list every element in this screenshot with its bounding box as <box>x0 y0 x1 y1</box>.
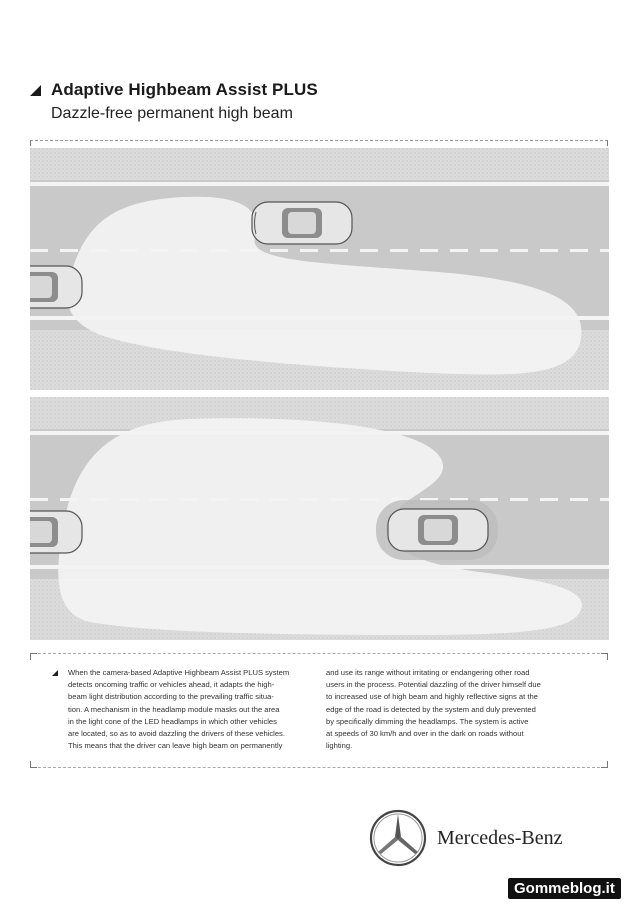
verge-top <box>30 148 609 180</box>
page-subtitle: Dazzle-free permanent high beam <box>51 105 293 122</box>
illustration-oncoming-traffic <box>30 148 609 390</box>
top-divider <box>30 140 608 141</box>
page-title: Adaptive Highbeam Assist PLUS <box>51 80 318 99</box>
illustration-vehicle-ahead <box>30 397 609 640</box>
brand-name: Mercedes-Benz <box>437 827 563 849</box>
description-column-1: When the camera-based Adaptive Highbeam Assist PLUS system detects oncoming traffic or vehicles ahead, it adapts the high- beam light distribution according to the prevailing traffic situa- tion. A mechanism in the headlamp module masks out the area in the light cone of the LED headlamps in which other vehicles are located, so as to avoid dazzling the drivers of these vehicles. This means that the driver can leave high beam on permanently <box>68 668 290 751</box>
own-car <box>30 511 82 553</box>
description-box <box>30 653 608 768</box>
oncoming-car <box>252 202 352 244</box>
header <box>30 80 318 123</box>
own-car <box>30 266 82 308</box>
mercedes-star-icon <box>368 808 428 868</box>
description-column-2: and use its range without irritating or endangering other road users in the process. Potential dazzling of the driver himself due to increased use of high beam and highly reflective signs at the edge of the road is detected by the system and duly prevented by specifically dimming the headlamps. The system is active at speeds of 30 km/h and over in the dark on roads without lighting. <box>326 668 541 751</box>
watermark-badge: Gommeblog.it <box>508 878 621 899</box>
car-ahead <box>388 509 488 551</box>
triangle-bullet-icon <box>52 670 58 676</box>
triangle-bullet-icon <box>30 85 41 96</box>
